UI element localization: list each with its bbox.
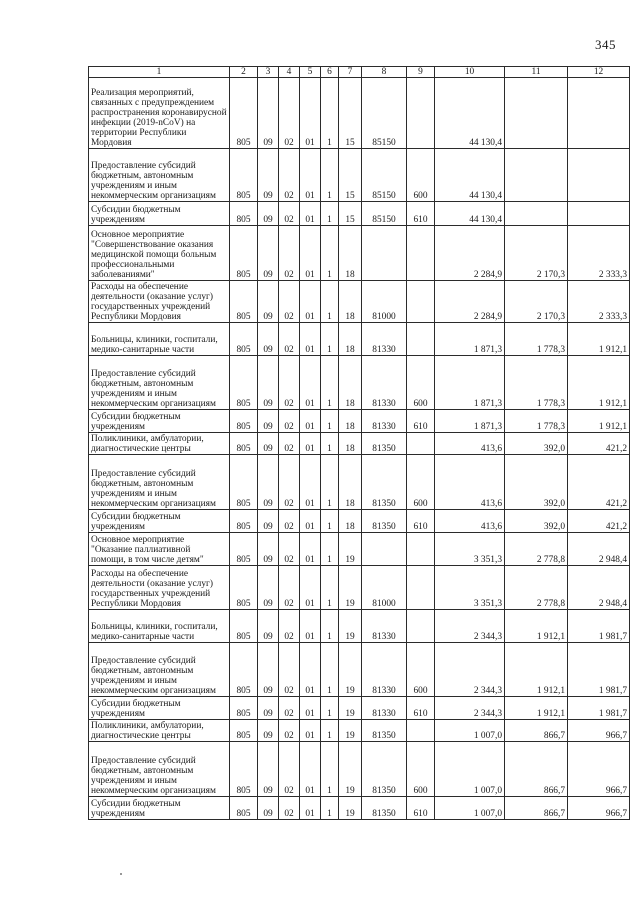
subsection-cell: 02 <box>279 643 300 697</box>
program-cell: 01 <box>300 797 321 820</box>
event-cell: 18 <box>339 410 362 433</box>
section-cell: 09 <box>258 149 279 202</box>
direction-cell: 85150 <box>362 202 407 226</box>
section-cell: 09 <box>258 742 279 797</box>
expense-type-cell: 600 <box>407 455 435 510</box>
program-cell: 01 <box>300 610 321 643</box>
subprogram-cell: 1 <box>321 410 339 433</box>
event-cell: 18 <box>339 433 362 455</box>
amount-2021-cell: 1 912,1 <box>505 697 568 720</box>
subprogram-cell: 1 <box>321 742 339 797</box>
scan-speck <box>120 873 122 875</box>
row-name-cell: Основное мероприятие "Совершенствование оказания медицинской помощи больным профессиональными заболеваниями" <box>89 226 230 281</box>
direction-cell: 81330 <box>362 323 407 356</box>
direction-cell: 85150 <box>362 149 407 202</box>
column-header: 3 <box>258 67 279 78</box>
amount-2021-cell: 1 778,3 <box>505 323 568 356</box>
row-name-cell: Больницы, клиники, госпитали, медико-санитарные части <box>89 610 230 643</box>
table-row <box>89 510 630 533</box>
row-name-cell: Больницы, клиники, госпитали, медико-санитарные части <box>89 323 230 356</box>
subsection-cell: 02 <box>279 720 300 742</box>
admin-code-cell: 805 <box>230 149 258 202</box>
direction-cell <box>362 226 407 281</box>
direction-cell: 81330 <box>362 410 407 433</box>
subsection-cell: 02 <box>279 410 300 433</box>
row-name-cell: Субсидии бюджетным учреждениям <box>89 697 230 720</box>
expense-type-cell: 610 <box>407 797 435 820</box>
amount-2020-cell: 44 130,4 <box>435 78 505 149</box>
direction-cell: 81350 <box>362 742 407 797</box>
amount-2022-cell: 966,7 <box>568 742 630 797</box>
admin-code-cell: 805 <box>230 226 258 281</box>
section-cell: 09 <box>258 720 279 742</box>
section-cell: 09 <box>258 697 279 720</box>
program-cell: 01 <box>300 149 321 202</box>
row-name-cell: Поликлиники, амбулатории, диагностические центры <box>89 433 230 455</box>
amount-2022-cell: 1 912,1 <box>568 323 630 356</box>
row-name-cell: Субсидии бюджетным учреждениям <box>89 410 230 433</box>
expense-type-cell: 600 <box>407 643 435 697</box>
subprogram-cell: 1 <box>321 202 339 226</box>
subprogram-cell: 1 <box>321 433 339 455</box>
table-row <box>89 356 630 410</box>
amount-2020-cell: 3 351,3 <box>435 566 505 610</box>
amount-2021-cell: 2 170,3 <box>505 281 568 323</box>
expense-type-cell <box>407 433 435 455</box>
amount-2020-cell: 2 344,3 <box>435 610 505 643</box>
amount-2020-cell: 1 871,3 <box>435 323 505 356</box>
subsection-cell: 02 <box>279 149 300 202</box>
expense-type-cell: 600 <box>407 149 435 202</box>
direction-cell: 81330 <box>362 697 407 720</box>
amount-2022-cell: 1 981,7 <box>568 643 630 697</box>
amount-2021-cell: 2 778,8 <box>505 533 568 566</box>
program-cell: 01 <box>300 226 321 281</box>
amount-2022-cell: 421,2 <box>568 455 630 510</box>
amount-2020-cell: 2 344,3 <box>435 643 505 697</box>
expense-type-cell <box>407 566 435 610</box>
amount-2020-cell: 44 130,4 <box>435 202 505 226</box>
direction-cell: 81350 <box>362 455 407 510</box>
table-row <box>89 281 630 323</box>
subsection-cell: 02 <box>279 697 300 720</box>
table-body <box>89 67 630 820</box>
row-name-cell: Расходы на обеспечение деятельности (оказание услуг) государственных учреждений Республики Мордовия <box>89 281 230 323</box>
amount-2022-cell: 1 912,1 <box>568 356 630 410</box>
event-cell: 15 <box>339 202 362 226</box>
subprogram-cell: 1 <box>321 797 339 820</box>
subprogram-cell: 1 <box>321 610 339 643</box>
amount-2021-cell: 392,0 <box>505 510 568 533</box>
subprogram-cell: 1 <box>321 455 339 510</box>
table-row <box>89 610 630 643</box>
event-cell: 19 <box>339 720 362 742</box>
event-cell: 19 <box>339 797 362 820</box>
expense-type-cell <box>407 323 435 356</box>
amount-2022-cell: 1 912,1 <box>568 410 630 433</box>
expense-type-cell: 600 <box>407 742 435 797</box>
subsection-cell: 02 <box>279 281 300 323</box>
admin-code-cell: 805 <box>230 566 258 610</box>
direction-cell: 81350 <box>362 720 407 742</box>
column-header: 8 <box>362 67 407 78</box>
program-cell: 01 <box>300 202 321 226</box>
admin-code-cell: 805 <box>230 797 258 820</box>
table-row <box>89 202 630 226</box>
section-cell: 09 <box>258 610 279 643</box>
table-row <box>89 410 630 433</box>
amount-2022-cell: 1 981,7 <box>568 610 630 643</box>
direction-cell: 85150 <box>362 78 407 149</box>
admin-code-cell: 805 <box>230 78 258 149</box>
subsection-cell: 02 <box>279 510 300 533</box>
program-cell: 01 <box>300 533 321 566</box>
admin-code-cell: 805 <box>230 356 258 410</box>
subprogram-cell: 1 <box>321 226 339 281</box>
admin-code-cell: 805 <box>230 202 258 226</box>
section-cell: 09 <box>258 797 279 820</box>
amount-2020-cell: 1 871,3 <box>435 356 505 410</box>
direction-cell <box>362 533 407 566</box>
subprogram-cell: 1 <box>321 510 339 533</box>
section-cell: 09 <box>258 323 279 356</box>
program-cell: 01 <box>300 323 321 356</box>
program-cell: 01 <box>300 566 321 610</box>
admin-code-cell: 805 <box>230 455 258 510</box>
expense-type-cell <box>407 533 435 566</box>
amount-2021-cell <box>505 149 568 202</box>
program-cell: 01 <box>300 697 321 720</box>
table-row <box>89 742 630 797</box>
amount-2020-cell: 3 351,3 <box>435 533 505 566</box>
section-cell: 09 <box>258 356 279 410</box>
event-cell: 18 <box>339 226 362 281</box>
expense-type-cell <box>407 78 435 149</box>
amount-2021-cell <box>505 78 568 149</box>
direction-cell: 81350 <box>362 797 407 820</box>
amount-2022-cell <box>568 78 630 149</box>
amount-2021-cell: 1 778,3 <box>505 410 568 433</box>
amount-2020-cell: 413,6 <box>435 510 505 533</box>
table-row <box>89 643 630 697</box>
subsection-cell: 02 <box>279 433 300 455</box>
section-cell: 09 <box>258 226 279 281</box>
table-row <box>89 78 630 149</box>
event-cell: 18 <box>339 455 362 510</box>
table-row <box>89 797 630 820</box>
direction-cell: 81330 <box>362 610 407 643</box>
row-name-cell: Предоставление субсидий бюджетным, автономным учреждениям и иным некоммерческим организациям <box>89 149 230 202</box>
row-name-cell: Реализация мероприятий, связанных с предупреждением распространения коронавирусной инфекции (2019-nCoV) на территории Республики Мордовия <box>89 78 230 149</box>
expense-type-cell <box>407 226 435 281</box>
row-name-cell: Субсидии бюджетным учреждениям <box>89 797 230 820</box>
table-row <box>89 149 630 202</box>
amount-2020-cell: 1 007,0 <box>435 720 505 742</box>
amount-2020-cell: 2 284,9 <box>435 281 505 323</box>
table-row <box>89 226 630 281</box>
direction-cell: 81330 <box>362 643 407 697</box>
subsection-cell: 02 <box>279 455 300 510</box>
column-header: 9 <box>407 67 435 78</box>
row-name-cell: Предоставление субсидий бюджетным, автономным учреждениям и иным некоммерческим организациям <box>89 643 230 697</box>
direction-cell: 81000 <box>362 566 407 610</box>
event-cell: 15 <box>339 78 362 149</box>
program-cell: 01 <box>300 78 321 149</box>
subprogram-cell: 1 <box>321 149 339 202</box>
column-header-row <box>89 67 630 78</box>
subprogram-cell: 1 <box>321 281 339 323</box>
event-cell: 19 <box>339 697 362 720</box>
expense-type-cell: 600 <box>407 356 435 410</box>
amount-2021-cell: 866,7 <box>505 797 568 820</box>
row-name-cell: Предоставление субсидий бюджетным, автономным учреждениям и иным некоммерческим организациям <box>89 742 230 797</box>
amount-2022-cell: 421,2 <box>568 510 630 533</box>
expense-type-cell: 610 <box>407 202 435 226</box>
admin-code-cell: 805 <box>230 510 258 533</box>
amount-2021-cell <box>505 202 568 226</box>
row-name-cell: Предоставление субсидий бюджетным, автономным учреждениям и иным некоммерческим организациям <box>89 455 230 510</box>
table-row <box>89 533 630 566</box>
expense-type-cell <box>407 720 435 742</box>
table-row <box>89 697 630 720</box>
program-cell: 01 <box>300 356 321 410</box>
program-cell: 01 <box>300 410 321 433</box>
table-row <box>89 720 630 742</box>
program-cell: 01 <box>300 510 321 533</box>
section-cell: 09 <box>258 433 279 455</box>
section-cell: 09 <box>258 78 279 149</box>
admin-code-cell: 805 <box>230 697 258 720</box>
amount-2022-cell: 966,7 <box>568 797 630 820</box>
subprogram-cell: 1 <box>321 356 339 410</box>
row-name-cell: Расходы на обеспечение деятельности (оказание услуг) государственных учреждений Республики Мордовия <box>89 566 230 610</box>
direction-cell: 81000 <box>362 281 407 323</box>
amount-2021-cell: 1 778,3 <box>505 356 568 410</box>
column-header: 7 <box>339 67 362 78</box>
amount-2022-cell: 966,7 <box>568 720 630 742</box>
admin-code-cell: 805 <box>230 433 258 455</box>
admin-code-cell: 805 <box>230 281 258 323</box>
amount-2022-cell: 2 948,4 <box>568 533 630 566</box>
subprogram-cell: 1 <box>321 323 339 356</box>
row-name-cell: Поликлиники, амбулатории, диагностические центры <box>89 720 230 742</box>
admin-code-cell: 805 <box>230 742 258 797</box>
amount-2022-cell: 2 948,4 <box>568 566 630 610</box>
expense-type-cell <box>407 610 435 643</box>
section-cell: 09 <box>258 533 279 566</box>
amount-2020-cell: 44 130,4 <box>435 149 505 202</box>
subprogram-cell: 1 <box>321 697 339 720</box>
section-cell: 09 <box>258 643 279 697</box>
table-row <box>89 433 630 455</box>
amount-2020-cell: 2 284,9 <box>435 226 505 281</box>
amount-2020-cell: 1 871,3 <box>435 410 505 433</box>
direction-cell: 81350 <box>362 510 407 533</box>
column-header: 12 <box>568 67 630 78</box>
section-cell: 09 <box>258 510 279 533</box>
column-header: 2 <box>230 67 258 78</box>
subprogram-cell: 1 <box>321 720 339 742</box>
row-name-cell: Основное мероприятие "Оказание паллиативной помощи, в том числе детям" <box>89 533 230 566</box>
event-cell: 19 <box>339 610 362 643</box>
subsection-cell: 02 <box>279 323 300 356</box>
subprogram-cell: 1 <box>321 566 339 610</box>
event-cell: 18 <box>339 356 362 410</box>
amount-2020-cell: 2 344,3 <box>435 697 505 720</box>
program-cell: 01 <box>300 643 321 697</box>
event-cell: 18 <box>339 281 362 323</box>
column-header: 10 <box>435 67 505 78</box>
admin-code-cell: 805 <box>230 610 258 643</box>
event-cell: 19 <box>339 533 362 566</box>
amount-2021-cell: 1 912,1 <box>505 610 568 643</box>
event-cell: 19 <box>339 566 362 610</box>
expense-type-cell: 610 <box>407 510 435 533</box>
expense-type-cell: 610 <box>407 697 435 720</box>
direction-cell: 81330 <box>362 356 407 410</box>
event-cell: 19 <box>339 643 362 697</box>
row-name-cell: Предоставление субсидий бюджетным, автономным учреждениям и иным некоммерческим организациям <box>89 356 230 410</box>
page-number: 345 <box>595 37 616 52</box>
row-name-cell: Субсидии бюджетным учреждениям <box>89 202 230 226</box>
amount-2020-cell: 1 007,0 <box>435 742 505 797</box>
event-cell: 18 <box>339 510 362 533</box>
subsection-cell: 02 <box>279 226 300 281</box>
subprogram-cell: 1 <box>321 533 339 566</box>
amount-2022-cell: 421,2 <box>568 433 630 455</box>
expense-type-cell <box>407 281 435 323</box>
amount-2021-cell: 2 170,3 <box>505 226 568 281</box>
event-cell: 18 <box>339 323 362 356</box>
admin-code-cell: 805 <box>230 643 258 697</box>
admin-code-cell: 805 <box>230 410 258 433</box>
subprogram-cell: 1 <box>321 78 339 149</box>
subsection-cell: 02 <box>279 610 300 643</box>
section-cell: 09 <box>258 202 279 226</box>
column-header: 5 <box>300 67 321 78</box>
amount-2022-cell: 1 981,7 <box>568 697 630 720</box>
column-header: 4 <box>279 67 300 78</box>
program-cell: 01 <box>300 433 321 455</box>
subsection-cell: 02 <box>279 202 300 226</box>
expense-type-cell: 610 <box>407 410 435 433</box>
subsection-cell: 02 <box>279 78 300 149</box>
event-cell: 19 <box>339 742 362 797</box>
section-cell: 09 <box>258 455 279 510</box>
table-row <box>89 455 630 510</box>
admin-code-cell: 805 <box>230 533 258 566</box>
section-cell: 09 <box>258 566 279 610</box>
amount-2021-cell: 392,0 <box>505 433 568 455</box>
amount-2021-cell: 1 912,1 <box>505 643 568 697</box>
subsection-cell: 02 <box>279 566 300 610</box>
amount-2020-cell: 413,6 <box>435 433 505 455</box>
column-header: 6 <box>321 67 339 78</box>
table-row <box>89 323 630 356</box>
amount-2020-cell: 1 007,0 <box>435 797 505 820</box>
column-header: 11 <box>505 67 568 78</box>
subsection-cell: 02 <box>279 797 300 820</box>
amount-2020-cell: 413,6 <box>435 455 505 510</box>
section-cell: 09 <box>258 410 279 433</box>
table-row <box>89 566 630 610</box>
program-cell: 01 <box>300 720 321 742</box>
subsection-cell: 02 <box>279 533 300 566</box>
subsection-cell: 02 <box>279 742 300 797</box>
subsection-cell: 02 <box>279 356 300 410</box>
program-cell: 01 <box>300 455 321 510</box>
row-name-cell: Субсидии бюджетным учреждениям <box>89 510 230 533</box>
amount-2022-cell: 2 333,3 <box>568 226 630 281</box>
amount-2021-cell: 866,7 <box>505 720 568 742</box>
direction-cell: 81350 <box>362 433 407 455</box>
amount-2021-cell: 392,0 <box>505 455 568 510</box>
amount-2022-cell <box>568 149 630 202</box>
event-cell: 15 <box>339 149 362 202</box>
section-cell: 09 <box>258 281 279 323</box>
program-cell: 01 <box>300 281 321 323</box>
subprogram-cell: 1 <box>321 643 339 697</box>
program-cell: 01 <box>300 742 321 797</box>
admin-code-cell: 805 <box>230 720 258 742</box>
admin-code-cell: 805 <box>230 323 258 356</box>
amount-2021-cell: 2 778,8 <box>505 566 568 610</box>
amount-2022-cell: 2 333,3 <box>568 281 630 323</box>
amount-2021-cell: 866,7 <box>505 742 568 797</box>
budget-table <box>88 66 630 820</box>
amount-2022-cell <box>568 202 630 226</box>
column-header: 1 <box>89 67 230 78</box>
